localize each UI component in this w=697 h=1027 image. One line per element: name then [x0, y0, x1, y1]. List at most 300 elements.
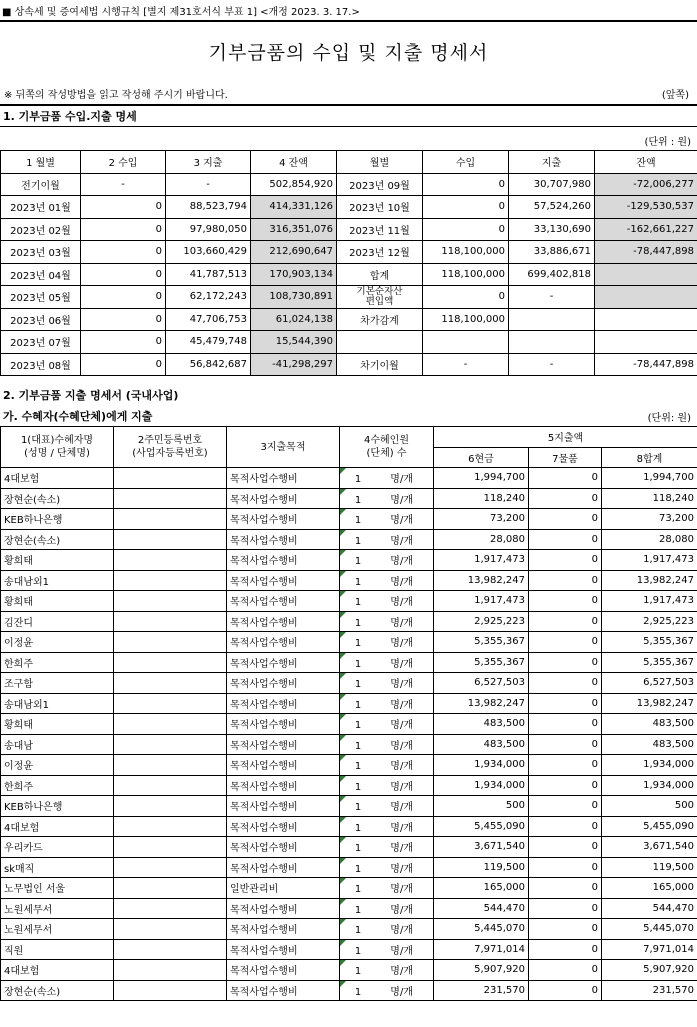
count-unit: 명/개	[390, 494, 413, 506]
count-value: 1	[354, 761, 362, 773]
purpose-cell: 목적사업수행비	[227, 775, 340, 796]
count-value: 1	[354, 474, 362, 486]
cell-marker-icon	[340, 550, 346, 556]
registration-number-cell	[114, 652, 227, 673]
goods-cell: 0	[529, 980, 602, 1001]
goods-cell: 0	[529, 816, 602, 837]
table-row	[1, 353, 697, 376]
balance-cell: 212,690,647	[251, 241, 337, 264]
beneficiary-name-cell: 황희태	[1, 591, 114, 612]
registration-number-cell	[114, 960, 227, 981]
cell-marker-icon	[340, 899, 346, 905]
cash-cell: 5,455,090	[434, 816, 529, 837]
total-cell: 1,934,000	[602, 775, 697, 796]
beneficiary-name-cell: KEB하나은행	[1, 796, 114, 817]
count-unit: 명/개	[390, 781, 413, 793]
balance-cell: -72,006,277	[595, 173, 697, 196]
beneficiary-name-cell: 송대남	[1, 734, 114, 755]
table-row	[1, 591, 697, 612]
recipient-count-cell	[340, 796, 434, 817]
goods-cell: 0	[529, 529, 602, 550]
count-value: 1	[354, 658, 362, 670]
column-header: 8합계	[602, 447, 697, 468]
cash-cell: 1,994,700	[434, 468, 529, 489]
beneficiary-name-cell: 송대남외1	[1, 570, 114, 591]
month-cell: 2023년 10월	[337, 196, 423, 219]
count-unit: 명/개	[390, 556, 413, 568]
purpose-cell: 목적사업수행비	[227, 755, 340, 776]
total-cell: 13,982,247	[602, 693, 697, 714]
purpose-cell: 일반관리비	[227, 878, 340, 899]
expense-cell	[509, 308, 595, 331]
recipient-count-cell	[340, 488, 434, 509]
recipient-count-cell	[340, 550, 434, 571]
cash-cell: 483,500	[434, 714, 529, 735]
count-value: 1	[354, 617, 362, 629]
registration-number-cell	[114, 775, 227, 796]
month-cell: 전기이월	[1, 173, 81, 196]
registration-number-cell	[114, 980, 227, 1001]
table-row	[1, 331, 697, 354]
table-row	[1, 960, 697, 981]
cash-cell: 231,570	[434, 980, 529, 1001]
expense-cell: 699,402,818	[509, 263, 595, 286]
month-cell	[337, 331, 423, 354]
count-unit: 명/개	[390, 617, 413, 629]
income-cell: 0	[81, 286, 166, 309]
income-cell	[423, 331, 509, 354]
section2-title: 2. 기부금품 지출 명세서 (국내사업)	[3, 389, 179, 402]
expense-cell: 33,130,690	[509, 218, 595, 241]
header-row	[1, 151, 697, 174]
count-value: 1	[354, 781, 362, 793]
count-value: 1	[354, 535, 362, 547]
recipient-count-cell	[340, 857, 434, 878]
recipient-count-cell	[340, 980, 434, 1001]
cell-marker-icon	[340, 919, 346, 925]
cash-cell: 3,671,540	[434, 837, 529, 858]
goods-cell: 0	[529, 960, 602, 981]
beneficiary-name-cell: 4대보험	[1, 816, 114, 837]
total-cell: 5,445,070	[602, 919, 697, 940]
recipient-count-cell	[340, 529, 434, 550]
income-cell: 0	[81, 308, 166, 331]
registration-number-cell	[114, 468, 227, 489]
table-row	[1, 218, 697, 241]
total-cell: 7,971,014	[602, 939, 697, 960]
table-row	[1, 241, 697, 264]
beneficiary-name-cell: 노무법인 서울	[1, 878, 114, 899]
count-unit: 명/개	[390, 658, 413, 670]
cash-cell: 7,971,014	[434, 939, 529, 960]
total-cell: 483,500	[602, 714, 697, 735]
count-unit: 명/개	[390, 863, 413, 875]
month-cell: 2023년 02월	[1, 218, 81, 241]
instruction-note: ※ 뒤쪽의 작성방법을 읽고 작성해 주시기 바랍니다.	[4, 90, 228, 101]
recipient-count-cell	[340, 509, 434, 530]
total-cell: 5,355,367	[602, 652, 697, 673]
page-title: 기부금품의 수입 및 지출 명세서	[208, 42, 489, 64]
count-unit: 명/개	[390, 843, 413, 855]
beneficiary-name-cell: 조구함	[1, 673, 114, 694]
cash-cell: 13,982,247	[434, 570, 529, 591]
beneficiary-name-cell: sk매직	[1, 857, 114, 878]
total-cell: 6,527,503	[602, 673, 697, 694]
month-cell: 기본순자산 편입액	[337, 286, 423, 309]
registration-number-cell	[114, 857, 227, 878]
column-header: 2 수입	[81, 151, 166, 174]
column-header: 3지출목적	[227, 427, 340, 468]
count-value: 1	[354, 740, 362, 752]
cell-marker-icon	[340, 714, 346, 720]
cell-marker-icon	[340, 653, 346, 659]
expense-cell: 45,479,748	[166, 331, 251, 354]
income-cell: 0	[423, 173, 509, 196]
goods-cell: 0	[529, 632, 602, 653]
recipient-count-cell	[340, 878, 434, 899]
cash-cell: 483,500	[434, 734, 529, 755]
purpose-cell: 목적사업수행비	[227, 591, 340, 612]
beneficiary-name-cell: 장현순(속소)	[1, 488, 114, 509]
cash-cell: 6,527,503	[434, 673, 529, 694]
month-cell: 차기이월	[337, 353, 423, 376]
cash-cell: 5,907,920	[434, 960, 529, 981]
recipient-count-cell	[340, 591, 434, 612]
count-value: 1	[354, 720, 362, 732]
month-cell: 2023년 07월	[1, 331, 81, 354]
cash-cell: 165,000	[434, 878, 529, 899]
section1-title: 1. 기부금품 수입.지출 명세	[3, 110, 137, 123]
total-cell: 118,240	[602, 488, 697, 509]
registration-number-cell	[114, 509, 227, 530]
count-value: 1	[354, 925, 362, 937]
expense-cell: 30,707,980	[509, 173, 595, 196]
registration-number-cell	[114, 898, 227, 919]
cash-cell: 544,470	[434, 898, 529, 919]
count-unit: 명/개	[390, 515, 413, 527]
cash-cell: 13,982,247	[434, 693, 529, 714]
table-row	[1, 550, 697, 571]
recipient-count-cell	[340, 468, 434, 489]
month-cell: 합계	[337, 263, 423, 286]
count-unit: 명/개	[390, 822, 413, 834]
income-cell: 0	[423, 196, 509, 219]
table-row	[1, 632, 697, 653]
note-rule	[0, 104, 697, 106]
table-row	[1, 611, 697, 632]
purpose-cell: 목적사업수행비	[227, 529, 340, 550]
registration-number-cell	[114, 878, 227, 899]
purpose-cell: 목적사업수행비	[227, 837, 340, 858]
column-header: 1 월별	[1, 151, 81, 174]
recipient-count-cell	[340, 816, 434, 837]
table-row	[1, 173, 697, 196]
count-value: 1	[354, 863, 362, 875]
registration-number-cell	[114, 796, 227, 817]
goods-cell: 0	[529, 550, 602, 571]
recipient-count-cell	[340, 570, 434, 591]
goods-cell: 0	[529, 468, 602, 489]
count-value: 1	[354, 679, 362, 691]
count-unit: 명/개	[390, 474, 413, 486]
goods-cell: 0	[529, 755, 602, 776]
count-unit: 명/개	[390, 904, 413, 916]
cell-marker-icon	[340, 530, 346, 536]
table-row	[1, 468, 697, 489]
cell-marker-icon	[340, 509, 346, 515]
table-row	[1, 286, 697, 309]
balance-cell: 414,331,126	[251, 196, 337, 219]
total-cell: 5,355,367	[602, 632, 697, 653]
registration-number-cell	[114, 632, 227, 653]
cash-cell: 5,445,070	[434, 919, 529, 940]
count-value: 1	[354, 966, 362, 978]
income-cell: 0	[423, 218, 509, 241]
cash-cell: 2,925,223	[434, 611, 529, 632]
column-header: 지출	[509, 151, 595, 174]
beneficiary-name-cell: 우리카드	[1, 837, 114, 858]
purpose-cell: 목적사업수행비	[227, 652, 340, 673]
count-unit: 명/개	[390, 761, 413, 773]
month-cell: 2023년 09월	[337, 173, 423, 196]
income-expense-table	[0, 150, 697, 376]
cell-marker-icon	[340, 694, 346, 700]
table-row	[1, 796, 697, 817]
recipient-count-cell	[340, 939, 434, 960]
purpose-cell: 목적사업수행비	[227, 693, 340, 714]
purpose-cell: 목적사업수행비	[227, 816, 340, 837]
expense-cell: 103,660,429	[166, 241, 251, 264]
balance-cell: -129,530,537	[595, 196, 697, 219]
table-row	[1, 857, 697, 878]
table-row	[1, 755, 697, 776]
count-unit: 명/개	[390, 884, 413, 896]
cash-cell: 1,934,000	[434, 755, 529, 776]
registration-number-cell	[114, 816, 227, 837]
income-cell: 118,100,000	[423, 308, 509, 331]
expense-cell: -	[509, 286, 595, 309]
total-cell: 5,907,920	[602, 960, 697, 981]
total-cell: 1,934,000	[602, 755, 697, 776]
beneficiary-name-cell: 직원	[1, 939, 114, 960]
expense-cell: 41,787,513	[166, 263, 251, 286]
expense-cell: 62,172,243	[166, 286, 251, 309]
purpose-cell: 목적사업수행비	[227, 960, 340, 981]
registration-number-cell	[114, 755, 227, 776]
cell-marker-icon	[340, 591, 346, 597]
registration-number-cell	[114, 611, 227, 632]
purpose-cell: 목적사업수행비	[227, 632, 340, 653]
count-value: 1	[354, 699, 362, 711]
expense-cell: 57,524,260	[509, 196, 595, 219]
balance-cell: 15,544,390	[251, 331, 337, 354]
table-row	[1, 714, 697, 735]
goods-cell: 0	[529, 488, 602, 509]
goods-cell: 0	[529, 570, 602, 591]
purpose-cell: 목적사업수행비	[227, 939, 340, 960]
goods-cell: 0	[529, 878, 602, 899]
cash-cell: 500	[434, 796, 529, 817]
count-value: 1	[354, 494, 362, 506]
income-cell: -	[423, 353, 509, 376]
registration-number-cell	[114, 673, 227, 694]
count-value: 1	[354, 904, 362, 916]
balance-cell: 170,903,134	[251, 263, 337, 286]
goods-cell: 0	[529, 693, 602, 714]
month-cell: 2023년 06월	[1, 308, 81, 331]
table-row	[1, 898, 697, 919]
cell-marker-icon	[340, 837, 346, 843]
registration-number-cell	[114, 919, 227, 940]
cell-marker-icon	[340, 735, 346, 741]
count-value: 1	[354, 638, 362, 650]
total-cell: 544,470	[602, 898, 697, 919]
beneficiary-name-cell: 한희주	[1, 775, 114, 796]
month-cell: 2023년 08월	[1, 353, 81, 376]
beneficiary-name-cell: 황희태	[1, 714, 114, 735]
balance-cell	[595, 331, 697, 354]
registration-number-cell	[114, 570, 227, 591]
table-row	[1, 980, 697, 1001]
income-cell: 118,100,000	[423, 263, 509, 286]
recipient-count-cell	[340, 714, 434, 735]
table-row	[1, 939, 697, 960]
column-header: 7물품	[529, 447, 602, 468]
total-cell: 1,917,473	[602, 550, 697, 571]
goods-cell: 0	[529, 714, 602, 735]
beneficiary-expense-table	[0, 426, 697, 1001]
cell-marker-icon	[340, 489, 346, 495]
goods-cell: 0	[529, 775, 602, 796]
goods-cell: 0	[529, 734, 602, 755]
cash-cell: 5,355,367	[434, 652, 529, 673]
cell-marker-icon	[340, 960, 346, 966]
count-value: 1	[354, 576, 362, 588]
purpose-cell: 목적사업수행비	[227, 857, 340, 878]
purpose-cell: 목적사업수행비	[227, 468, 340, 489]
purpose-cell: 목적사업수행비	[227, 550, 340, 571]
table-row	[1, 693, 697, 714]
count-unit: 명/개	[390, 679, 413, 691]
table-row	[1, 673, 697, 694]
beneficiary-name-cell: 4대보험	[1, 468, 114, 489]
balance-cell: 316,351,076	[251, 218, 337, 241]
expense-cell	[509, 331, 595, 354]
table-row	[1, 652, 697, 673]
income-cell: 0	[81, 263, 166, 286]
page-side-label: (앞쪽)	[661, 90, 689, 101]
registration-number-cell	[114, 529, 227, 550]
beneficiary-name-cell: 황희태	[1, 550, 114, 571]
goods-cell: 0	[529, 939, 602, 960]
goods-cell: 0	[529, 898, 602, 919]
count-unit: 명/개	[390, 740, 413, 752]
purpose-cell: 목적사업수행비	[227, 796, 340, 817]
count-value: 1	[354, 986, 362, 998]
section2-subtitle: 가. 수혜자(수혜단체)에게 지출	[3, 410, 153, 423]
balance-cell	[595, 286, 697, 309]
cash-cell: 118,240	[434, 488, 529, 509]
section1-unit: (단위 : 원)	[644, 137, 691, 148]
recipient-count-cell	[340, 960, 434, 981]
beneficiary-name-cell: 노원세무서	[1, 898, 114, 919]
purpose-cell: 목적사업수행비	[227, 611, 340, 632]
cell-marker-icon	[340, 571, 346, 577]
purpose-cell: 목적사업수행비	[227, 673, 340, 694]
expense-cell: 88,523,794	[166, 196, 251, 219]
income-cell: 0	[423, 286, 509, 309]
expense-cell: -	[509, 353, 595, 376]
column-header: 6현금	[434, 447, 529, 468]
balance-cell	[595, 263, 697, 286]
cash-cell: 5,355,367	[434, 632, 529, 653]
purpose-cell: 목적사업수행비	[227, 980, 340, 1001]
cell-marker-icon	[340, 940, 346, 946]
beneficiary-name-cell: 4대보험	[1, 960, 114, 981]
goods-cell: 0	[529, 652, 602, 673]
count-value: 1	[354, 884, 362, 896]
table-row	[1, 529, 697, 550]
goods-cell: 0	[529, 857, 602, 878]
goods-cell: 0	[529, 796, 602, 817]
beneficiary-name-cell: 송대남외1	[1, 693, 114, 714]
total-cell: 119,500	[602, 857, 697, 878]
recipient-count-cell	[340, 673, 434, 694]
goods-cell: 0	[529, 591, 602, 612]
beneficiary-name-cell: 김잔디	[1, 611, 114, 632]
table-row	[1, 878, 697, 899]
cell-marker-icon	[340, 817, 346, 823]
recipient-count-cell	[340, 919, 434, 940]
goods-cell: 0	[529, 509, 602, 530]
total-cell: 2,925,223	[602, 611, 697, 632]
cell-marker-icon	[340, 981, 346, 987]
registration-number-cell	[114, 939, 227, 960]
purpose-cell: 목적사업수행비	[227, 734, 340, 755]
recipient-count-cell	[340, 693, 434, 714]
balance-cell: 502,854,920	[251, 173, 337, 196]
month-cell: 2023년 12월	[337, 241, 423, 264]
purpose-cell: 목적사업수행비	[227, 898, 340, 919]
expense-cell: 56,842,687	[166, 353, 251, 376]
recipient-count-cell	[340, 652, 434, 673]
count-unit: 명/개	[390, 986, 413, 998]
table-row	[1, 509, 697, 530]
income-cell: 118,100,000	[423, 241, 509, 264]
count-value: 1	[354, 822, 362, 834]
cell-marker-icon	[340, 612, 346, 618]
column-header: 1(대표)수혜자명 (성명 / 단체명)	[1, 427, 114, 468]
beneficiary-name-cell: 한희주	[1, 652, 114, 673]
count-value: 1	[354, 843, 362, 855]
section1-rule	[0, 126, 697, 127]
total-cell: 231,570	[602, 980, 697, 1001]
month-cell: 2023년 05월	[1, 286, 81, 309]
recipient-count-cell	[340, 734, 434, 755]
cash-cell: 1,934,000	[434, 775, 529, 796]
month-cell: 2023년 01월	[1, 196, 81, 219]
column-header: 5지출액	[434, 427, 697, 448]
count-unit: 명/개	[390, 802, 413, 814]
cell-marker-icon	[340, 878, 346, 884]
table-row	[1, 837, 697, 858]
balance-cell: -41,298,297	[251, 353, 337, 376]
total-cell: 5,455,090	[602, 816, 697, 837]
total-cell: 1,994,700	[602, 468, 697, 489]
beneficiary-name-cell: 노원세무서	[1, 919, 114, 940]
total-cell: 1,917,473	[602, 591, 697, 612]
total-cell: 73,200	[602, 509, 697, 530]
